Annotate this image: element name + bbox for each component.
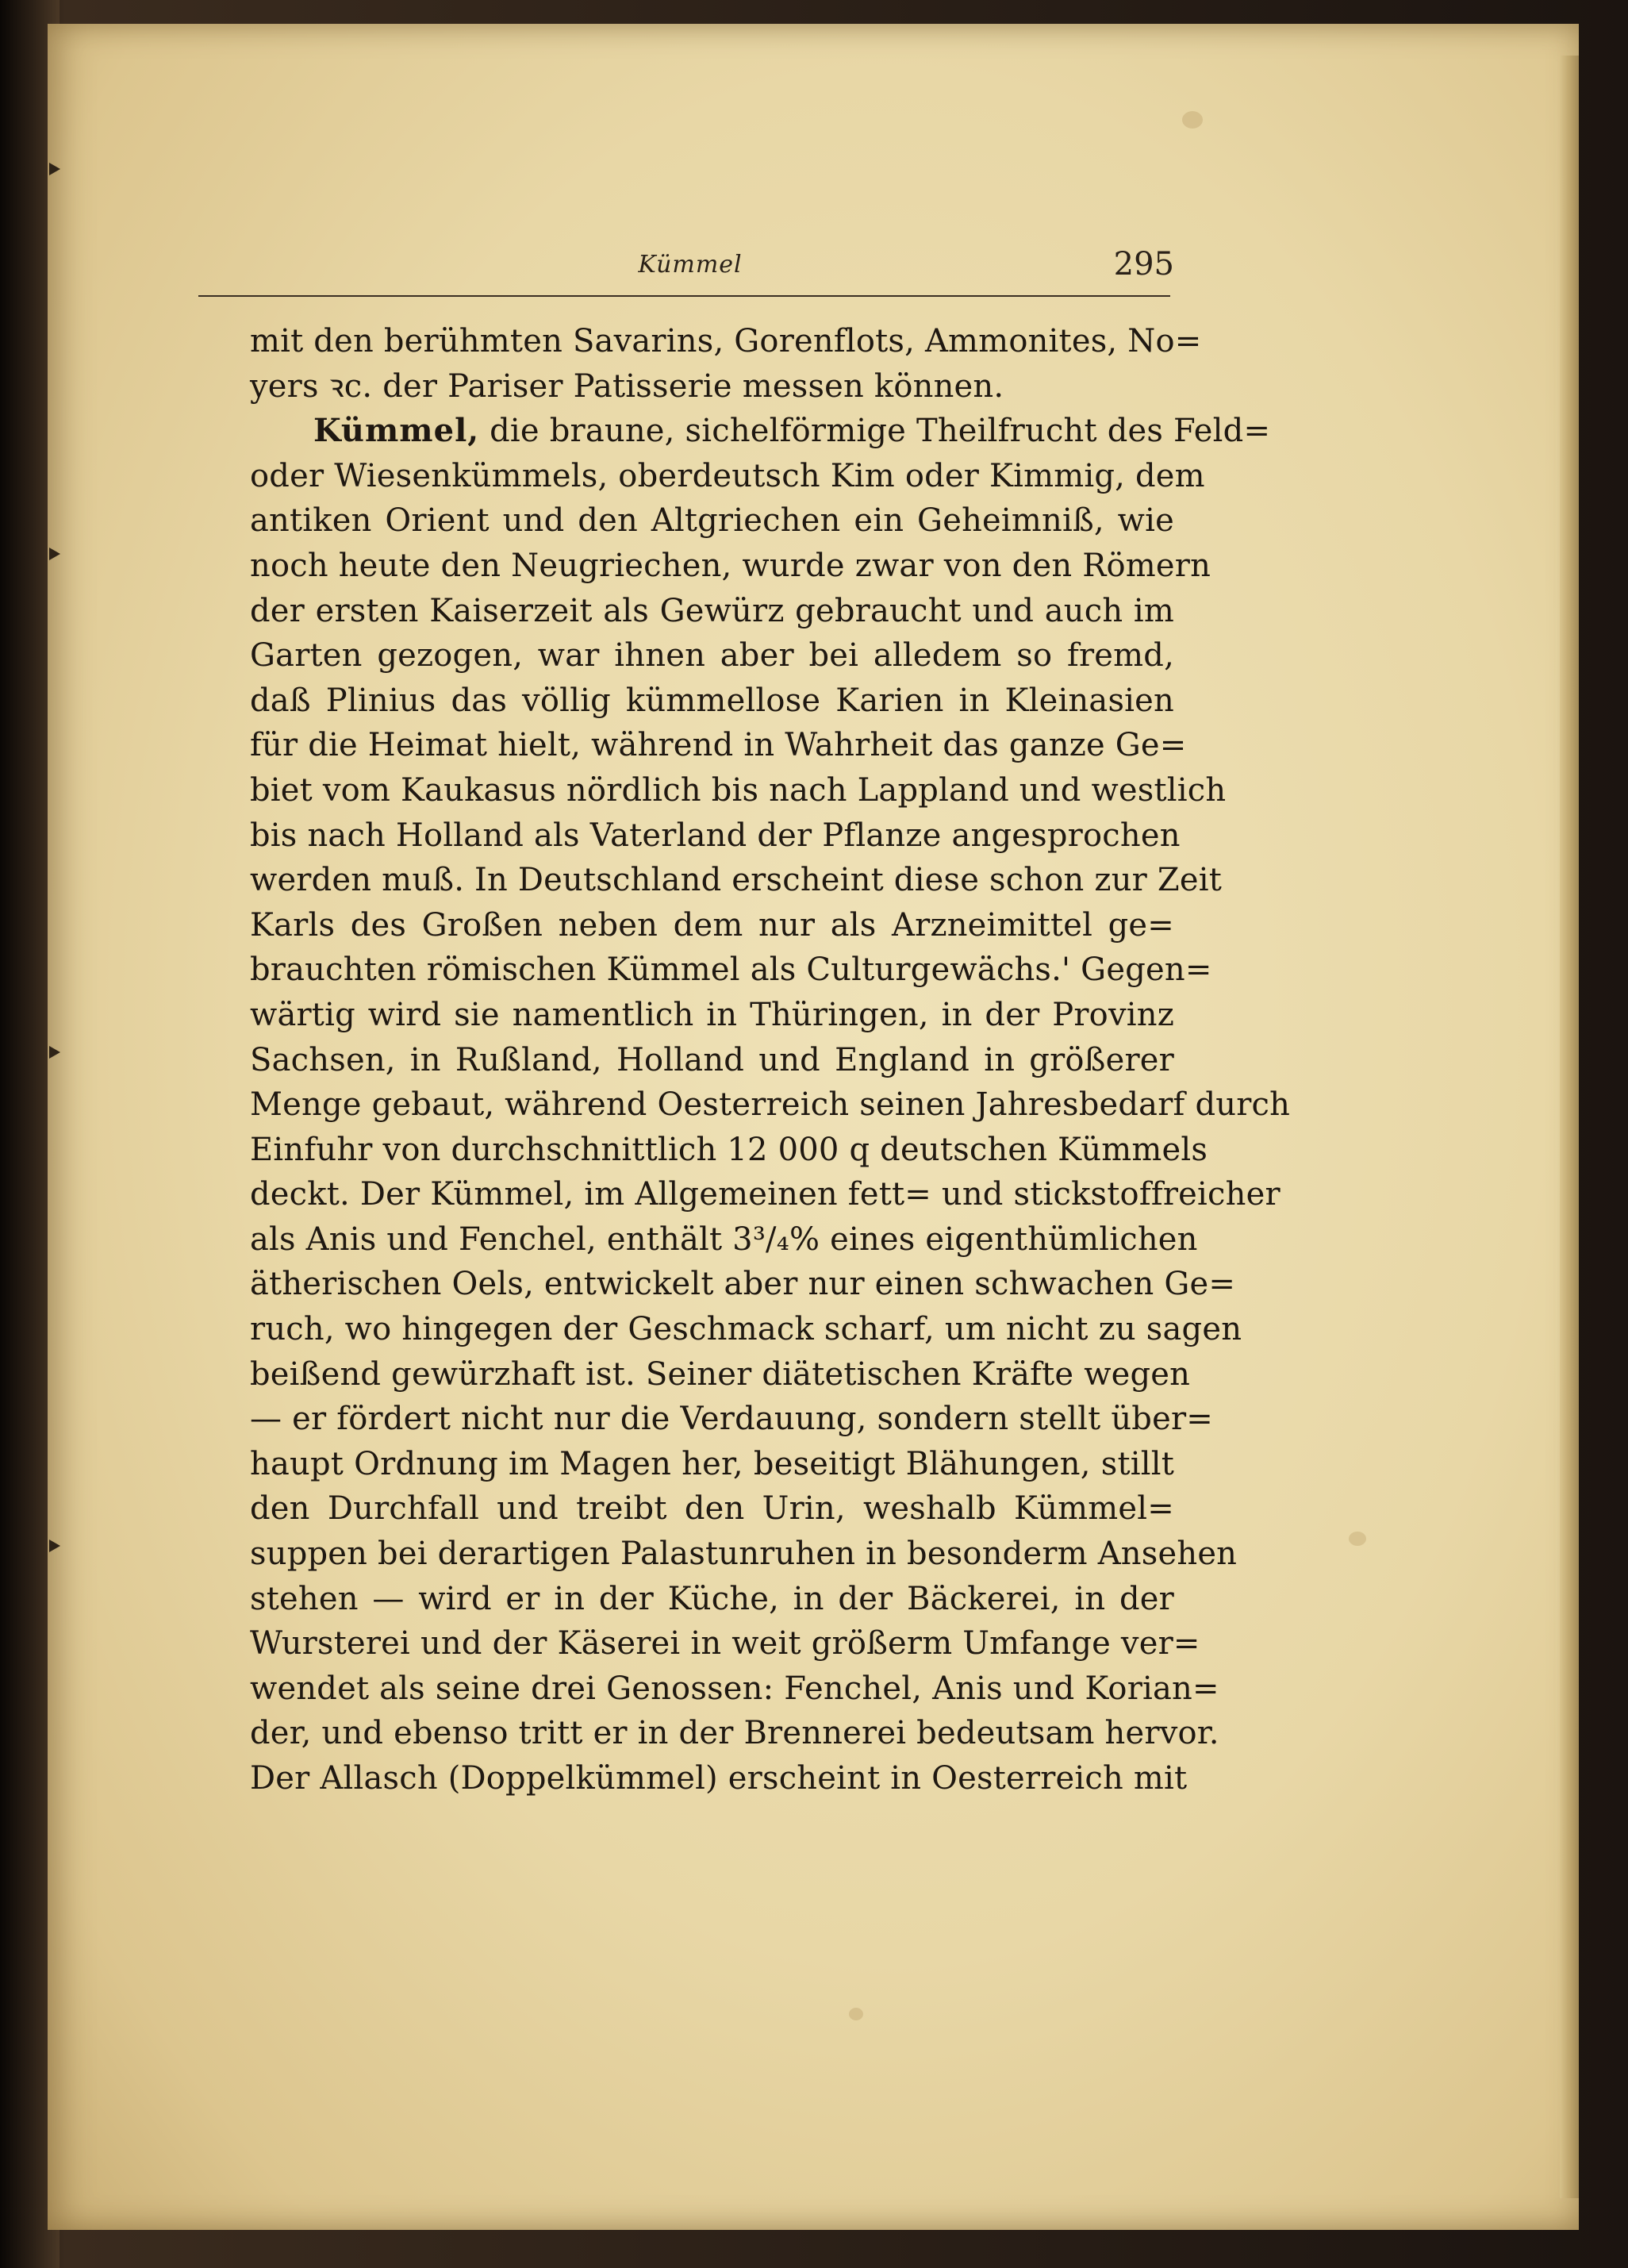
margin-tab-mark <box>49 1540 60 1552</box>
text-line: den Durchfall und treibt den Urin, weshalb Kümmel= <box>250 1490 1174 1528</box>
text-line: Der Allasch (Doppelkümmel) erscheint in Oesterreich mit <box>250 1760 1188 1797</box>
text-line: oder Wiesenkümmels, oberdeutsch Kim oder Kimmig, dem <box>250 457 1205 494</box>
foxing-spot <box>849 2008 863 2020</box>
text-line: als Anis und Fenchel, enthält 3³/₄% eines eigenthümlichen <box>250 1220 1198 1258</box>
text-line: der, und ebenso tritt er in der Brennerei bedeutsam hervor. <box>250 1715 1219 1752</box>
text-line: wärtig wird sie namentlich in Thüringen, in der Provinz <box>250 996 1174 1033</box>
text-line <box>250 409 1271 454</box>
text-line: Menge gebaut, während Oesterreich seinen Jahresbedarf durch <box>250 1086 1291 1124</box>
text-line: haupt Ordnung im Magen her, beseitigt Blähungen, stillt <box>250 1445 1174 1482</box>
text-line: antiken Orient und den Altgriechen ein Geheimniß, wie <box>250 502 1174 540</box>
margin-tab-mark <box>49 1046 60 1059</box>
foxing-spot <box>1182 111 1203 129</box>
margin-tab-mark <box>49 163 60 175</box>
margin-tab-mark <box>49 548 60 560</box>
running-head <box>206 246 1174 294</box>
text-line: suppen bei derartigen Palastunruhen in besonderm Ansehen <box>250 1536 1238 1573</box>
text-line: bis nach Holland als Vaterland der Pflanze angesprochen <box>250 817 1181 854</box>
text-line: werden muß. In Deutschland erscheint diese schon zur Zeit <box>250 862 1223 899</box>
body-text <box>250 319 1291 1801</box>
text-line-body: die braune, sichelförmige Theilfrucht des Feld= <box>490 413 1271 450</box>
text-line: ruch, wo hingegen der Geschmack scharf, um nicht zu sagen <box>250 1311 1242 1348</box>
text-line: noch heute den Neugriechen, wurde zwar von den Römern <box>250 547 1211 584</box>
text-line: biet vom Kaukasus nördlich bis nach Lappland und westlich <box>250 771 1227 809</box>
text-line: Karls des Großen neben dem nur als Arzneimittel ge= <box>250 906 1174 944</box>
text-line: Einfuhr von durchschnittlich 12 000 q deutschen Kümmels <box>250 1131 1208 1168</box>
running-title: Kümmel <box>638 251 743 279</box>
text-line: stehen — wird er in der Küche, in der Bäckerei, in der <box>250 1580 1174 1617</box>
foxing-spot <box>1349 1532 1366 1546</box>
text-line: Wursterei und der Käserei in weit größerm Umfange ver= <box>250 1625 1200 1663</box>
text-line: der ersten Kaiserzeit als Gewürz gebraucht und auch im <box>250 592 1174 629</box>
text-line: Sachsen, in Rußland, Holland und England in größerer <box>250 1041 1174 1078</box>
text-line: daß Plinius das völlig kümmellose Karien in Kleinasien <box>250 682 1174 719</box>
text-line: wendet als seine drei Genossen: Fenchel, Anis und Korian= <box>250 1670 1219 1707</box>
text-line: yers ꝛc. der Pariser Patisserie messen können. <box>250 367 1004 405</box>
text-line: ätherischen Oels, entwickelt aber nur einen schwachen Ge= <box>250 1266 1236 1303</box>
text-line: — er fördert nicht nur die Verdauung, sondern stellt über= <box>250 1401 1214 1438</box>
header-rule <box>198 295 1170 297</box>
page-edge <box>1560 56 1579 2198</box>
page-number: 295 <box>1113 246 1174 283</box>
text-line: deckt. Der Kümmel, im Allgemeinen fett= und stickstoffreicher <box>250 1176 1281 1213</box>
text-line: für die Heimat hielt, während in Wahrheit das ganze Ge= <box>250 727 1187 764</box>
text-line: brauchten römischen Kümmel als Culturgewächs.' Gegen= <box>250 951 1212 989</box>
text-line: Garten gezogen, war ihnen aber bei alledem so fremd, <box>250 637 1174 675</box>
headword: Kümmel, <box>313 412 480 450</box>
text-line: mit den berühmten Savarins, Gorenflots, Ammonites, No= <box>250 323 1202 359</box>
text-line: beißend gewürzhaft ist. Seiner diätetischen Kräfte wegen <box>250 1355 1191 1393</box>
